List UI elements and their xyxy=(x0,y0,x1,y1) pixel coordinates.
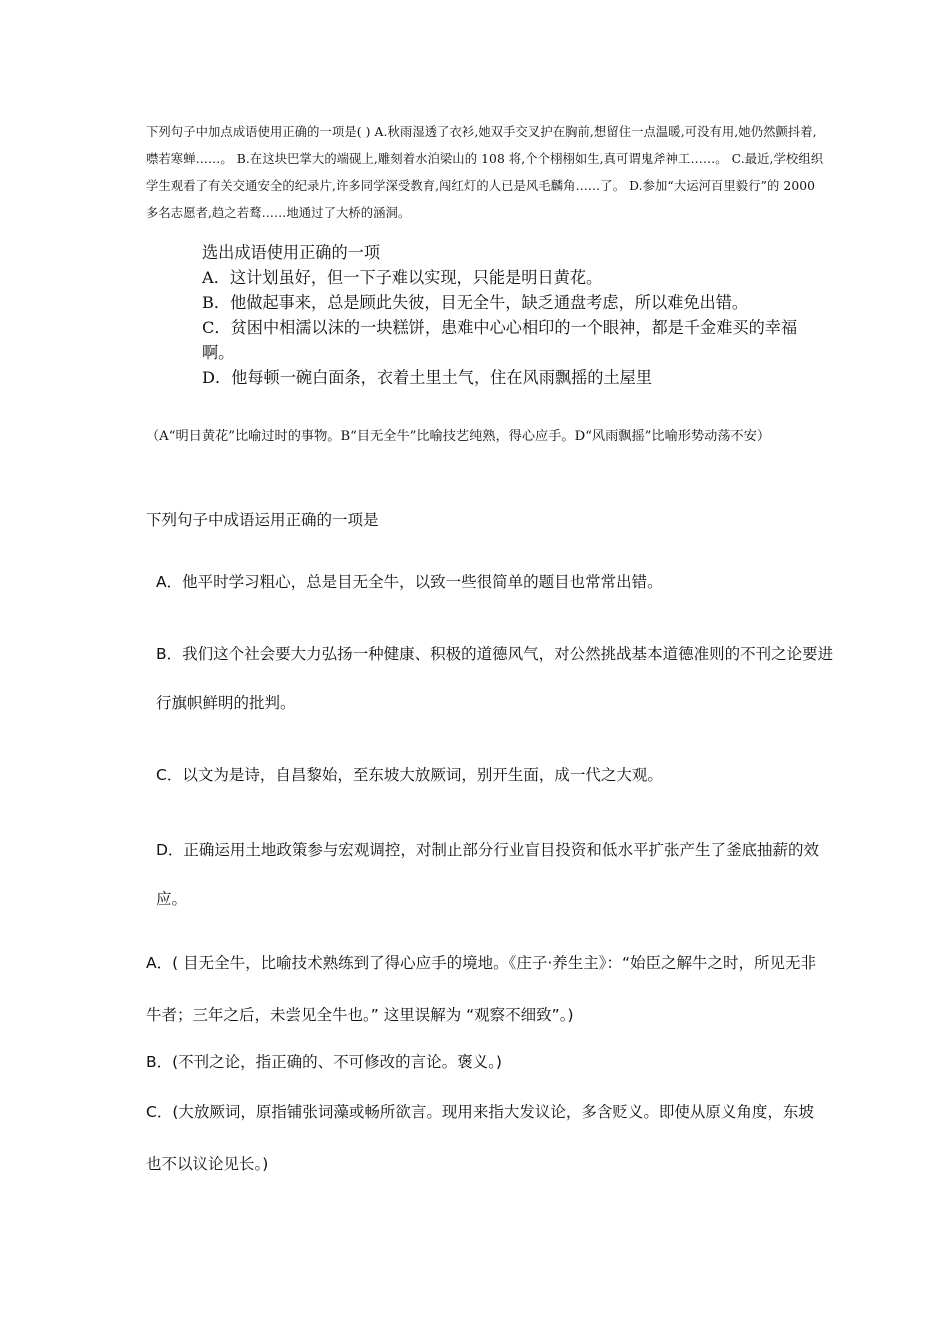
question-3-answer-c: C．(大放厥词，原指铺张词藻或畅所欲言。现用来指大发议论，多含贬义。即使从原义角度，东坡也不以议论见长。) xyxy=(146,1103,814,1173)
question-3-option-d: D．正确运用土地政策参与宏观调控，对制止部分行业盲目投资和低水平扩张产生了釜底抽薪的效应。 xyxy=(156,841,819,908)
question-2-title: 选出成语使用正确的一项 xyxy=(202,243,381,262)
question-3-answer-b: B．(不刊之论，指正确的、不可修改的言论。褒义。) xyxy=(146,1053,502,1071)
question-3-answer-a: A．( 目无全牛，比喻技术熟练到了得心应手的境地。《庄子·养生主》：“始臣之解牛之时，所见无非牛者；三年之后，未尝见全牛也。” 这里误解为 “观察不细致”。) xyxy=(146,954,817,1024)
question-2-option-d: D．他每顿一碗白面条，衣着土里土气，住在风雨飘摇的土屋里 xyxy=(202,368,653,387)
question-3-option-a: A．他平时学习粗心，总是目无全牛，以致一些很简单的题目也常常出错。 xyxy=(156,573,663,591)
question-2-option-a: A．这计划虽好，但一下子难以实现，只能是明日黄花。 xyxy=(202,268,603,287)
question-1-paragraph: 下列句子中加点成语使用正确的一项是( ) A.秋雨湿透了衣衫,她双手交叉护在胸前,想留住一点温暖,可没有用,她仍然颤抖着,噤若寒蝉……。 B.在这块巴掌大的端砚上,雕刻着水泊梁山的 108 将,个个栩栩如生,真可谓鬼斧神工……。 C.最近,学校组织学生观看了有关交通安全的纪录片,许多同学深受教育,闯红灯的人已是风毛麟角……了。 D.参加“大运河百里毅行”的 2000 多名志愿者,趋之若鹜……地通过了大桥的涵洞。 xyxy=(146,125,824,220)
question-2-block xyxy=(202,240,822,390)
question-3-title: 下列句子中成语运用正确的一项是 xyxy=(146,511,379,529)
question-2-note: （A“明日黄花”比喻过时的事物。B“目无全牛”比喻技艺纯熟，得心应手。D“风雨飘摇”比喻形势动荡不安） xyxy=(146,429,771,444)
question-3-option-c: C．以文为是诗，自昌黎始，至东坡大放厥词，别开生面，成一代之大观。 xyxy=(156,766,663,784)
question-3-option-b: B．我们这个社会要大力弘扬一种健康、积极的道德风气，对公然挑战基本道德准则的不刊之论要进行旗帜鲜明的批判。 xyxy=(156,645,834,712)
question-2-option-c: C．贫困中相濡以沫的一块糕饼，患难中心心相印的一个眼神，都是千金难买的幸福啊。 xyxy=(202,318,798,362)
question-2-option-b: B．他做起事来，总是顾此失彼，目无全牛，缺乏通盘考虑，所以难免出错。 xyxy=(202,293,749,312)
